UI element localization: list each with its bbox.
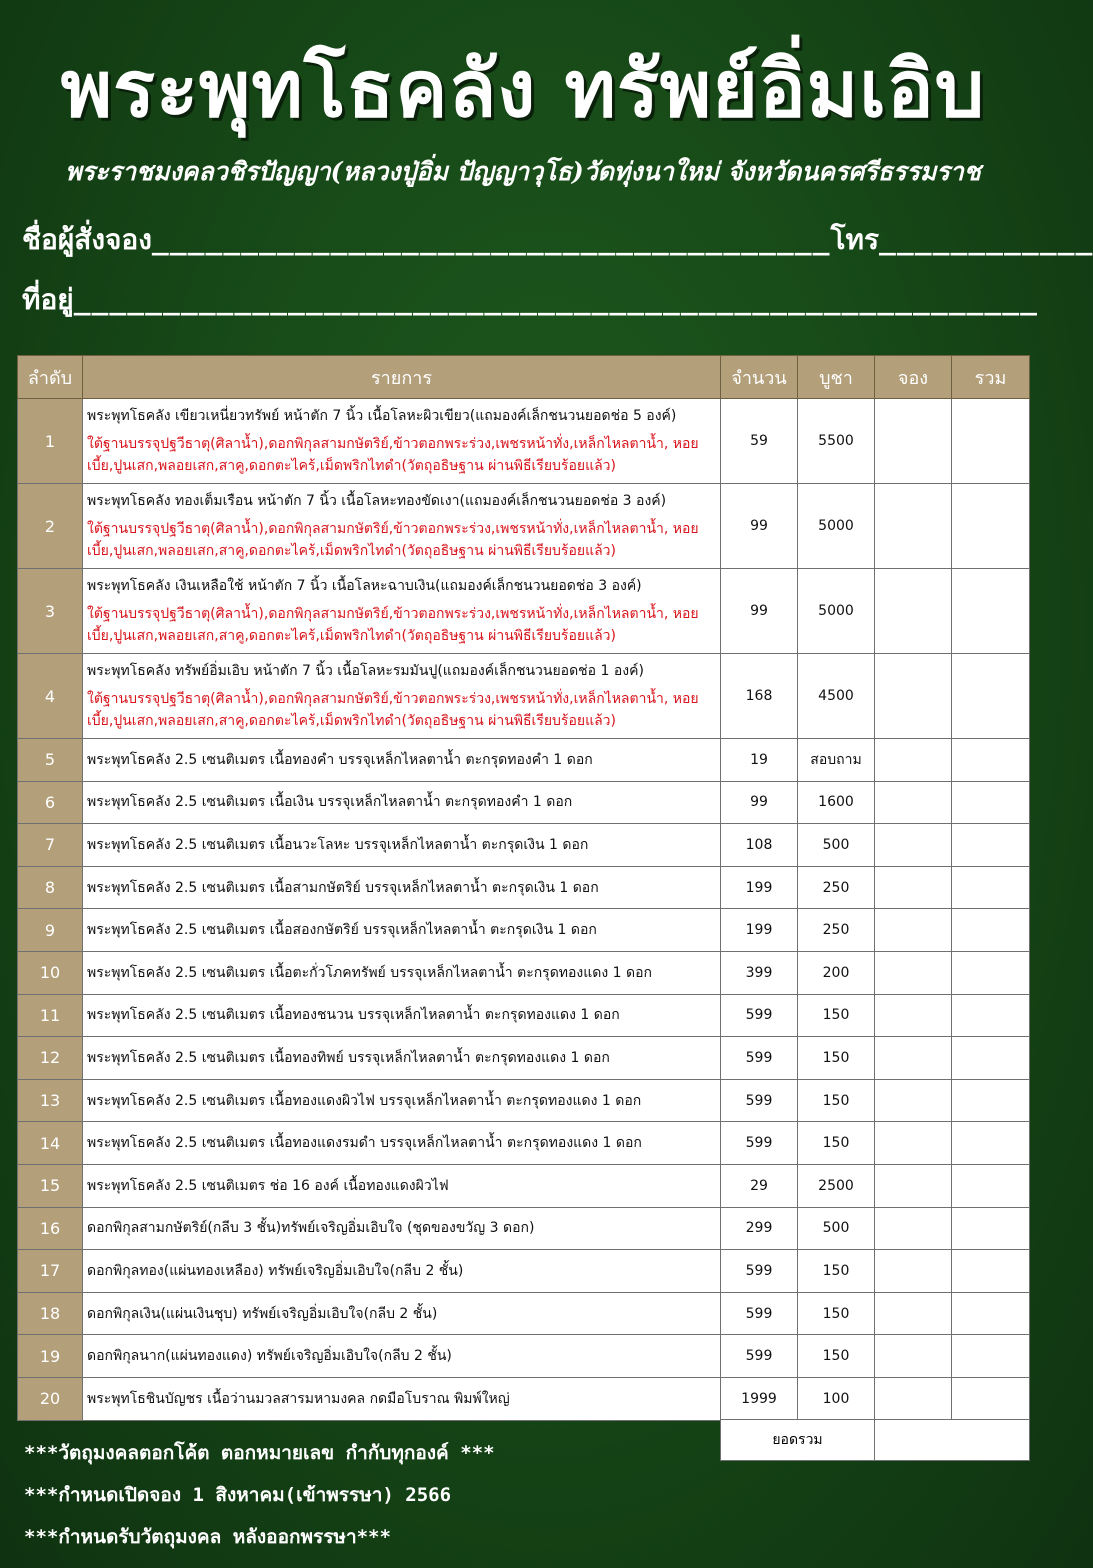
row-item <box>83 824 721 867</box>
row-number: 9 <box>18 909 83 952</box>
phone-label: โทร <box>830 223 880 256</box>
row-number: 8 <box>18 866 83 909</box>
row-reserve-input[interactable] <box>875 1292 952 1335</box>
header-no: ลำดับ <box>18 356 83 399</box>
table-row <box>18 1250 1030 1293</box>
table-row <box>18 1164 1030 1207</box>
row-number: 4 <box>18 654 83 739</box>
table-row <box>18 951 1030 994</box>
row-reserve-input[interactable] <box>875 1207 952 1250</box>
row-qty: 1999 <box>721 1377 798 1420</box>
row-item <box>83 781 721 824</box>
row-number: 5 <box>18 739 83 782</box>
table-row <box>18 866 1030 909</box>
row-number: 3 <box>18 569 83 654</box>
row-total-input[interactable] <box>952 1037 1030 1080</box>
row-price: 2500 <box>798 1164 875 1207</box>
row-reserve-input[interactable] <box>875 994 952 1037</box>
table-row <box>18 909 1030 952</box>
row-total-input[interactable] <box>952 484 1030 569</box>
item-description: พระพุทโธคลัง 2.5 เซนติเมตร เนื้อทองแดงผิวไฟ บรรจุเหล็กไหลตาน้ำ ตะกรุดทองแดง 1 ดอก <box>87 1092 642 1109</box>
table-row <box>18 654 1030 739</box>
row-reserve-input[interactable] <box>875 824 952 867</box>
row-item <box>83 1377 721 1420</box>
row-total-input[interactable] <box>952 1207 1030 1250</box>
header-item: รายการ <box>83 356 721 399</box>
row-total-input[interactable] <box>952 1292 1030 1335</box>
row-item <box>83 951 721 994</box>
row-total-input[interactable] <box>952 824 1030 867</box>
item-description: พระพุทโธคลัง ทองเต็มเรือน หน้าตัก 7 นิ้ว เนื้อโลหะทองขัดเงา(แถมองค์เล็กชนวนยอดช่อ 3 องค์) <box>87 493 667 509</box>
row-reserve-input[interactable] <box>875 1335 952 1378</box>
item-description: พระพุทโธชินบัญชร เนื้อว่านมวลสารมหามงคล กดมือโบราณ พิมพ์ใหญ่ <box>87 1390 510 1407</box>
row-total-input[interactable] <box>952 866 1030 909</box>
phone-field[interactable]: ____________ <box>879 223 1093 256</box>
row-item <box>83 1207 721 1250</box>
page-title: พระพุทโธคลัง ทรัพย์อิ่มเอิบ <box>60 44 986 135</box>
table-row <box>18 1079 1030 1122</box>
row-qty: 599 <box>721 1335 798 1378</box>
table-row <box>18 1335 1030 1378</box>
row-total-input[interactable] <box>952 1164 1030 1207</box>
row-qty: 108 <box>721 824 798 867</box>
row-total-input[interactable] <box>952 1079 1030 1122</box>
row-price: 100 <box>798 1377 875 1420</box>
item-description: พระพุทโธคลัง เขียวเหนี่ยวทรัพย์ หน้าตัก 7 นิ้ว เนื้อโลหะผิวเขียว(แถมองค์เล็กชนวนยอดช่อ 5 องค์) <box>87 408 677 424</box>
item-description: พระพุทโธคลัง 2.5 เซนติเมตร เนื้อทองแดงรมดำ บรรจุเหล็กไหลตาน้ำ ตะกรุดทองแดง 1 ดอก <box>87 1135 642 1152</box>
row-qty: 99 <box>721 781 798 824</box>
row-total-input[interactable] <box>952 909 1030 952</box>
table-row <box>18 399 1030 484</box>
row-reserve-input[interactable] <box>875 909 952 952</box>
row-qty: 599 <box>721 1292 798 1335</box>
table-row <box>18 1122 1030 1165</box>
item-description: ดอกพิกุลเงิน(แผ่นเงินชุบ) ทรัพย์เจริญอิ่มเอิบใจ(กลีบ 2 ชั้น) <box>87 1305 438 1322</box>
row-price: 250 <box>798 866 875 909</box>
row-price: 150 <box>798 1079 875 1122</box>
item-description: ดอกพิกุลสามกษัตริย์(กลีบ 3 ชั้น)ทรัพย์เจริญอิ่มเอิบใจ (ชุดของขวัญ 3 ดอก) <box>87 1220 535 1237</box>
address-label: ที่อยู่ <box>22 283 74 316</box>
notes <box>24 1432 495 1558</box>
row-price: 5500 <box>798 399 875 484</box>
row-number: 10 <box>18 951 83 994</box>
row-number: 11 <box>18 994 83 1037</box>
row-price: 500 <box>798 1207 875 1250</box>
row-item <box>83 909 721 952</box>
grand-total-table <box>720 1419 1030 1461</box>
row-item <box>83 569 721 654</box>
row-number: 7 <box>18 824 83 867</box>
grand-total-value[interactable] <box>875 1420 1030 1461</box>
row-number: 17 <box>18 1250 83 1293</box>
row-price: 150 <box>798 994 875 1037</box>
row-price: 4500 <box>798 654 875 739</box>
row-number: 16 <box>18 1207 83 1250</box>
table-row <box>18 1292 1030 1335</box>
row-price: 250 <box>798 909 875 952</box>
row-reserve-input[interactable] <box>875 484 952 569</box>
note-line: ***กำหนดเปิดจอง 1 สิงหาคม(เข้าพรรษา) 2566 <box>24 1484 452 1506</box>
row-total-input[interactable] <box>952 399 1030 484</box>
table-row <box>18 1037 1030 1080</box>
row-qty: 599 <box>721 1037 798 1080</box>
row-qty: 599 <box>721 994 798 1037</box>
item-description: พระพุทโธคลัง ทรัพย์อิ่มเอิบ หน้าตัก 7 นิ้ว เนื้อโลหะรมมันปู(แถมองค์เล็กชนวนยอดช่อ 1 องค์) <box>87 663 644 679</box>
item-description: ดอกพิกุลนาก(แผ่นทองแดง) ทรัพย์เจริญอิ่มเอิบใจ(กลีบ 2 ชั้น) <box>87 1348 452 1365</box>
note-line: ***วัตถุมงคลตอกโค้ต ตอกหมายเลข กำกับทุกองค์ *** <box>24 1442 495 1464</box>
name-field[interactable]: ______________________________________ <box>151 223 831 256</box>
row-item <box>83 1335 721 1378</box>
row-total-input[interactable] <box>952 1250 1030 1293</box>
row-number: 18 <box>18 1292 83 1335</box>
page-subtitle: พระราชมงคลวชิรปัญญา(หลวงปู่อิ่ม ปัญญาวุโธ)วัดทุ่งนาใหม่ จังหวัดนครศรีธรรมราช <box>65 157 981 186</box>
row-price: 5000 <box>798 569 875 654</box>
row-price: 200 <box>798 951 875 994</box>
row-item <box>83 399 721 484</box>
row-qty: 299 <box>721 1207 798 1250</box>
row-reserve-input[interactable] <box>875 951 952 994</box>
row-reserve-input[interactable] <box>875 1250 952 1293</box>
row-price: 1600 <box>798 781 875 824</box>
row-number: 12 <box>18 1037 83 1080</box>
item-description: พระพุทโธคลัง 2.5 เซนติเมตร เนื้อนวะโลหะ บรรจุเหล็กไหลตาน้ำ ตะกรุดเงิน 1 ดอก <box>87 836 589 853</box>
row-price: 150 <box>798 1122 875 1165</box>
row-reserve-input[interactable] <box>875 1122 952 1165</box>
item-description: พระพุทโธคลัง 2.5 เซนติเมตร เนื้อสามกษัตริย์ บรรจุเหล็กไหลตาน้ำ ตะกรุดเงิน 1 ดอก <box>87 879 599 896</box>
item-description: พระพุทโธคลัง เงินเหลือใช้ หน้าตัก 7 นิ้ว เนื้อโลหะฉาบเงิน(แถมองค์เล็กชนวนยอดช่อ 3 องค์) <box>87 578 642 594</box>
row-reserve-input[interactable] <box>875 399 952 484</box>
row-price: สอบถาม <box>798 739 875 782</box>
row-reserve-input[interactable] <box>875 1079 952 1122</box>
item-description: ดอกพิกุลทอง(แผ่นทองเหลือง) ทรัพย์เจริญอิ่มเอิบใจ(กลีบ 2 ชั้น) <box>87 1262 464 1279</box>
header-reserve: จอง <box>875 356 952 399</box>
table-row <box>18 739 1030 782</box>
row-item <box>83 866 721 909</box>
row-item <box>83 654 721 739</box>
row-item <box>83 1164 721 1207</box>
row-qty: 599 <box>721 1079 798 1122</box>
row-total-input[interactable] <box>952 1122 1030 1165</box>
row-total-input[interactable] <box>952 1377 1030 1420</box>
item-note: ใต้ฐานบรรจุปฐวีธาตุ(ศิลาน้ำ),ดอกพิกุลสามกษัตริย์,ข้าวตอกพระร่วง,เพชรหน้าทั่ง,เหล็กไหลตาน้ำ, หอยเบี้ย,ปูนเสก,พลอยเสก,สาคู,ดอกตะไคร้,เม็ดพริกไทดำ(วัตถุอธิษฐาน ผ่านพิธีเรียบร้อยแล้ว) <box>87 436 699 474</box>
row-price: 150 <box>798 1037 875 1080</box>
item-description: พระพุทโธคลัง 2.5 เซนติเมตร เนื้อตะกั่วโภคทรัพย์ บรรจุเหล็กไหลตาน้ำ ตะกรุดทองแดง 1 ดอก <box>87 964 653 981</box>
table-row <box>18 1377 1030 1420</box>
order-table <box>17 355 1030 1421</box>
item-description: พระพุทโธคลัง 2.5 เซนติเมตร เนื้อทองคำ บรรจุเหล็กไหลตาน้ำ ตะกรุดทองคำ 1 ดอก <box>87 751 593 768</box>
row-qty: 29 <box>721 1164 798 1207</box>
row-item <box>83 1250 721 1293</box>
row-qty: 99 <box>721 569 798 654</box>
row-reserve-input[interactable] <box>875 1377 952 1420</box>
row-qty: 168 <box>721 654 798 739</box>
address-line <box>22 278 1038 322</box>
row-price: 5000 <box>798 484 875 569</box>
row-qty: 19 <box>721 739 798 782</box>
row-reserve-input[interactable] <box>875 569 952 654</box>
row-reserve-input[interactable] <box>875 866 952 909</box>
row-price: 500 <box>798 824 875 867</box>
header-price: บูชา <box>798 356 875 399</box>
address-field[interactable]: ______________________________________________________ <box>73 283 1038 316</box>
item-description: พระพุทโธคลัง 2.5 เซนติเมตร เนื้อทองทิพย์ บรรจุเหล็กไหลตาน้ำ ตะกรุดทองแดง 1 ดอก <box>87 1049 610 1066</box>
row-number: 20 <box>18 1377 83 1420</box>
row-item <box>83 1292 721 1335</box>
table-row <box>18 781 1030 824</box>
table-row <box>18 1207 1030 1250</box>
row-reserve-input[interactable] <box>875 781 952 824</box>
row-number: 19 <box>18 1335 83 1378</box>
table-row <box>18 824 1030 867</box>
item-note: ใต้ฐานบรรจุปฐวีธาตุ(ศิลาน้ำ),ดอกพิกุลสามกษัตริย์,ข้าวตอกพระร่วง,เพชรหน้าทั่ง,เหล็กไหลตาน้ำ, หอยเบี้ย,ปูนเสก,พลอยเสก,สาคู,ดอกตะไคร้,เม็ดพริกไทดำ(วัตถุอธิษฐาน ผ่านพิธีเรียบร้อยแล้ว) <box>87 521 699 559</box>
row-price: 150 <box>798 1250 875 1293</box>
row-price: 150 <box>798 1292 875 1335</box>
grand-total-label: ยอดรวม <box>721 1420 875 1461</box>
item-note: ใต้ฐานบรรจุปฐวีธาตุ(ศิลาน้ำ),ดอกพิกุลสามกษัตริย์,ข้าวตอกพระร่วง,เพชรหน้าทั่ง,เหล็กไหลตาน้ำ, หอยเบี้ย,ปูนเสก,พลอยเสก,สาคู,ดอกตะไคร้,เม็ดพริกไทดำ(วัตถุอธิษฐาน ผ่านพิธีเรียบร้อยแล้ว) <box>87 606 699 644</box>
row-qty: 399 <box>721 951 798 994</box>
item-description: พระพุทโธคลัง 2.5 เซนติเมตร เนื้อเงิน บรรจุเหล็กไหลตาน้ำ ตะกรุดทองคำ 1 ดอก <box>87 794 573 811</box>
row-qty: 599 <box>721 1250 798 1293</box>
row-qty: 99 <box>721 484 798 569</box>
row-total-input[interactable] <box>952 569 1030 654</box>
note-line: ***กำหนดรับวัตถุมงคล หลังออกพรรษา*** <box>24 1526 391 1548</box>
row-item <box>83 1037 721 1080</box>
order-name-line <box>22 218 1093 262</box>
table-row <box>18 994 1030 1037</box>
row-qty: 199 <box>721 909 798 952</box>
table-row <box>18 569 1030 654</box>
row-number: 1 <box>18 399 83 484</box>
item-description: พระพุทโธคลัง 2.5 เซนติเมตร ช่อ 16 องค์ เนื้อทองแดงผิวไฟ <box>87 1177 449 1194</box>
row-reserve-input[interactable] <box>875 739 952 782</box>
row-number: 13 <box>18 1079 83 1122</box>
row-item <box>83 1079 721 1122</box>
item-note: ใต้ฐานบรรจุปฐวีธาตุ(ศิลาน้ำ),ดอกพิกุลสามกษัตริย์,ข้าวตอกพระร่วง,เพชรหน้าทั่ง,เหล็กไหลตาน้ำ, หอยเบี้ย,ปูนเสก,พลอยเสก,สาคู,ดอกตะไคร้,เม็ดพริกไทดำ(วัตถุอธิษฐาน ผ่านพิธีเรียบร้อยแล้ว) <box>87 691 699 729</box>
row-number: 2 <box>18 484 83 569</box>
row-total-input[interactable] <box>952 951 1030 994</box>
row-total-input[interactable] <box>952 781 1030 824</box>
row-item <box>83 739 721 782</box>
row-price: 150 <box>798 1335 875 1378</box>
row-total-input[interactable] <box>952 739 1030 782</box>
row-number: 14 <box>18 1122 83 1165</box>
header-qty: จำนวน <box>721 356 798 399</box>
row-number: 6 <box>18 781 83 824</box>
row-total-input[interactable] <box>952 654 1030 739</box>
item-description: พระพุทโธคลัง 2.5 เซนติเมตร เนื้อทองชนวน บรรจุเหล็กไหลตาน้ำ ตะกรุดทองแดง 1 ดอก <box>87 1007 620 1024</box>
table-row <box>18 484 1030 569</box>
row-item <box>83 994 721 1037</box>
header-total: รวม <box>952 356 1030 399</box>
item-description: พระพุทโธคลัง 2.5 เซนติเมตร เนื้อสองกษัตริย์ บรรจุเหล็กไหลตาน้ำ ตะกรุดเงิน 1 ดอก <box>87 922 597 939</box>
row-item <box>83 484 721 569</box>
table-header-row <box>18 356 1030 399</box>
row-reserve-input[interactable] <box>875 1037 952 1080</box>
row-reserve-input[interactable] <box>875 1164 952 1207</box>
row-item <box>83 1122 721 1165</box>
name-label: ชื่อผู้สั่งจอง <box>22 223 152 256</box>
row-total-input[interactable] <box>952 994 1030 1037</box>
row-total-input[interactable] <box>952 1335 1030 1378</box>
row-qty: 599 <box>721 1122 798 1165</box>
row-qty: 59 <box>721 399 798 484</box>
row-number: 15 <box>18 1164 83 1207</box>
row-reserve-input[interactable] <box>875 654 952 739</box>
row-qty: 199 <box>721 866 798 909</box>
